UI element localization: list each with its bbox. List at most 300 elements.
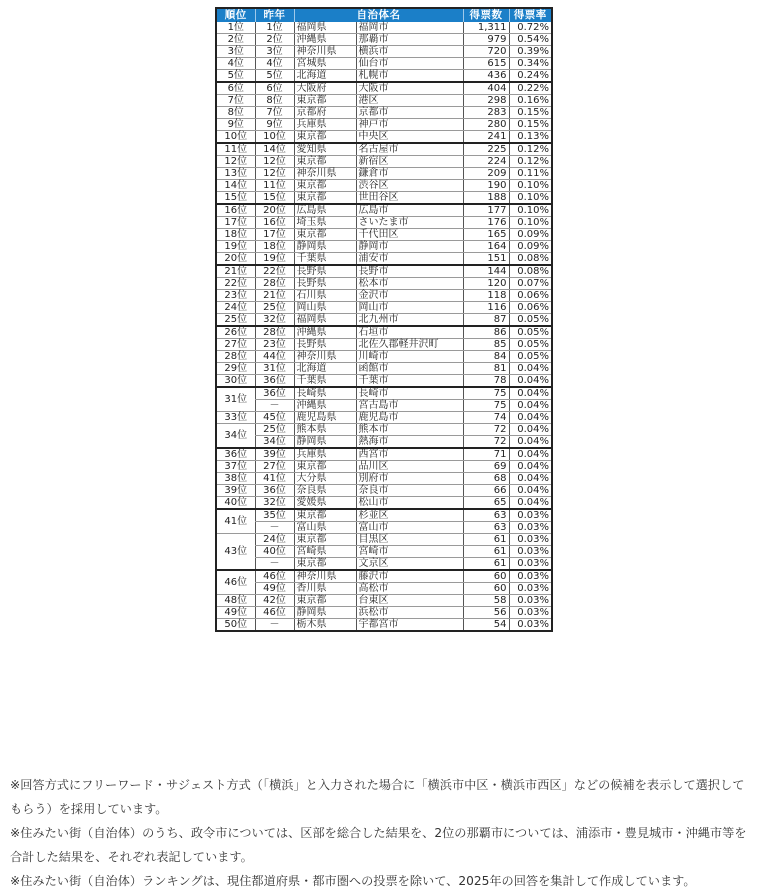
table-row <box>216 119 552 131</box>
city-cell: 神戸市 <box>356 119 463 131</box>
prefecture-cell: 東京都 <box>294 595 356 607</box>
rank-cell: 36位 <box>216 448 255 461</box>
prefecture-cell: 宮城県 <box>294 58 356 70</box>
city-cell: 福岡市 <box>356 22 463 34</box>
table-row <box>216 314 552 327</box>
city-cell: 別府市 <box>356 473 463 485</box>
votes-cell: 118 <box>463 290 509 302</box>
prefecture-cell: 北海道 <box>294 363 356 375</box>
rank-cell: 7位 <box>216 95 255 107</box>
rank-cell: 22位 <box>216 278 255 290</box>
rate-cell: 0.04% <box>509 448 552 461</box>
rank-cell: 19位 <box>216 241 255 253</box>
votes-cell: 151 <box>463 253 509 266</box>
table-row <box>216 583 552 595</box>
city-cell: 文京区 <box>356 558 463 571</box>
prev-year-cell: 4位 <box>255 58 294 70</box>
rank-cell: 21位 <box>216 265 255 278</box>
rate-cell: 0.09% <box>509 241 552 253</box>
table-row <box>216 375 552 388</box>
prefecture-cell: 静岡県 <box>294 241 356 253</box>
prev-year-cell: 10位 <box>255 131 294 144</box>
header-municipality: 自治体名 <box>294 8 463 22</box>
votes-cell: 87 <box>463 314 509 327</box>
rate-cell: 0.11% <box>509 168 552 180</box>
prefecture-cell: 福岡県 <box>294 22 356 34</box>
rank-cell: 46位 <box>216 570 255 595</box>
table-row <box>216 143 552 156</box>
prefecture-cell: 北海道 <box>294 70 356 83</box>
prefecture-cell: 神奈川県 <box>294 168 356 180</box>
table-row <box>216 485 552 497</box>
rank-cell: 18位 <box>216 229 255 241</box>
rate-cell: 0.06% <box>509 302 552 314</box>
votes-cell: 188 <box>463 192 509 205</box>
city-cell: 世田谷区 <box>356 192 463 205</box>
rank-cell: 2位 <box>216 34 255 46</box>
prefecture-cell: 大分県 <box>294 473 356 485</box>
votes-cell: 56 <box>463 607 509 619</box>
prefecture-cell: 富山県 <box>294 522 356 534</box>
prev-year-cell: 44位 <box>255 351 294 363</box>
votes-cell: 61 <box>463 534 509 546</box>
prev-year-cell: 36位 <box>255 485 294 497</box>
city-cell: 鹿児島市 <box>356 412 463 424</box>
rank-cell: 37位 <box>216 461 255 473</box>
table-row <box>216 595 552 607</box>
table-row <box>216 436 552 449</box>
rate-cell: 0.04% <box>509 485 552 497</box>
city-cell: 熱海市 <box>356 436 463 449</box>
prefecture-cell: 神奈川県 <box>294 570 356 583</box>
city-cell: 札幌市 <box>356 70 463 83</box>
table-row <box>216 497 552 510</box>
votes-cell: 116 <box>463 302 509 314</box>
footnotes <box>10 773 755 893</box>
table-row <box>216 448 552 461</box>
prefecture-cell: 熊本県 <box>294 424 356 436</box>
rank-cell: 34位 <box>216 424 255 449</box>
rank-cell: 50位 <box>216 619 255 632</box>
prefecture-cell: 東京都 <box>294 156 356 168</box>
prev-year-cell: 35位 <box>255 509 294 522</box>
rate-cell: 0.05% <box>509 326 552 339</box>
rank-cell: 1位 <box>216 22 255 34</box>
table-row <box>216 82 552 95</box>
prefecture-cell: 千葉県 <box>294 375 356 388</box>
prev-year-cell: 25位 <box>255 302 294 314</box>
table-row <box>216 156 552 168</box>
prefecture-cell: 神奈川県 <box>294 46 356 58</box>
prev-year-cell: 9位 <box>255 119 294 131</box>
prefecture-cell: 鹿児島県 <box>294 412 356 424</box>
prev-year-cell: 46位 <box>255 570 294 583</box>
rate-cell: 0.54% <box>509 34 552 46</box>
votes-cell: 283 <box>463 107 509 119</box>
table-row <box>216 217 552 229</box>
table-row <box>216 22 552 34</box>
prefecture-cell: 静岡県 <box>294 607 356 619</box>
votes-cell: 72 <box>463 424 509 436</box>
city-cell: 新宿区 <box>356 156 463 168</box>
prev-year-cell: － <box>255 400 294 412</box>
prefecture-cell: 長野県 <box>294 278 356 290</box>
prefecture-cell: 神奈川県 <box>294 351 356 363</box>
prev-year-cell: 8位 <box>255 95 294 107</box>
footnote-designated-cities: ※住みたい街（自治体）のうち、政令市については、区部を総合した結果を、2位の那覇市については、浦添市・豊見城市・沖縄市等を合計した結果を、それぞれ表記しています。 <box>10 826 747 864</box>
votes-cell: 74 <box>463 412 509 424</box>
ranking-table <box>215 7 553 632</box>
rate-cell: 0.03% <box>509 570 552 583</box>
votes-cell: 979 <box>463 34 509 46</box>
votes-cell: 298 <box>463 95 509 107</box>
rate-cell: 0.16% <box>509 95 552 107</box>
city-cell: 京都市 <box>356 107 463 119</box>
prev-year-cell: 19位 <box>255 253 294 266</box>
city-cell: 目黒区 <box>356 534 463 546</box>
city-cell: 高松市 <box>356 583 463 595</box>
table-row <box>216 326 552 339</box>
votes-cell: 280 <box>463 119 509 131</box>
prev-year-cell: 17位 <box>255 229 294 241</box>
votes-cell: 615 <box>463 58 509 70</box>
votes-cell: 177 <box>463 204 509 217</box>
rate-cell: 0.72% <box>509 22 552 34</box>
votes-cell: 86 <box>463 326 509 339</box>
rank-cell: 41位 <box>216 509 255 534</box>
prefecture-cell: 東京都 <box>294 95 356 107</box>
prefecture-cell: 兵庫県 <box>294 119 356 131</box>
city-cell: 静岡市 <box>356 241 463 253</box>
prefecture-cell: 宮崎県 <box>294 546 356 558</box>
prev-year-cell: 32位 <box>255 497 294 510</box>
prev-year-cell: 45位 <box>255 412 294 424</box>
table-row <box>216 607 552 619</box>
rank-cell: 4位 <box>216 58 255 70</box>
table-row <box>216 168 552 180</box>
table-row <box>216 229 552 241</box>
votes-cell: 63 <box>463 522 509 534</box>
prev-year-cell: － <box>255 522 294 534</box>
city-cell: 中央区 <box>356 131 463 144</box>
table-row <box>216 534 552 546</box>
city-cell: 西宮市 <box>356 448 463 461</box>
prefecture-cell: 東京都 <box>294 461 356 473</box>
prev-year-cell: 28位 <box>255 278 294 290</box>
rate-cell: 0.12% <box>509 143 552 156</box>
table-row <box>216 265 552 278</box>
prefecture-cell: 千葉県 <box>294 253 356 266</box>
prefecture-cell: 沖縄県 <box>294 34 356 46</box>
table-row <box>216 34 552 46</box>
city-cell: 仙台市 <box>356 58 463 70</box>
city-cell: 北九州市 <box>356 314 463 327</box>
prev-year-cell: － <box>255 558 294 571</box>
table-row <box>216 302 552 314</box>
rank-cell: 28位 <box>216 351 255 363</box>
prefecture-cell: 東京都 <box>294 192 356 205</box>
votes-cell: 404 <box>463 82 509 95</box>
prev-year-cell: 32位 <box>255 314 294 327</box>
rank-cell: 48位 <box>216 595 255 607</box>
prefecture-cell: 静岡県 <box>294 436 356 449</box>
votes-cell: 164 <box>463 241 509 253</box>
rate-cell: 0.12% <box>509 156 552 168</box>
city-cell: 広島市 <box>356 204 463 217</box>
city-cell: 浜松市 <box>356 607 463 619</box>
prefecture-cell: 東京都 <box>294 509 356 522</box>
votes-cell: 66 <box>463 485 509 497</box>
rate-cell: 0.03% <box>509 509 552 522</box>
rank-cell: 3位 <box>216 46 255 58</box>
city-cell: 藤沢市 <box>356 570 463 583</box>
prev-year-cell: 11位 <box>255 180 294 192</box>
rank-cell: 16位 <box>216 204 255 217</box>
rate-cell: 0.05% <box>509 314 552 327</box>
rank-cell: 13位 <box>216 168 255 180</box>
city-cell: 港区 <box>356 95 463 107</box>
prev-year-cell: 15位 <box>255 192 294 205</box>
votes-cell: 209 <box>463 168 509 180</box>
rank-cell: 9位 <box>216 119 255 131</box>
rate-cell: 0.04% <box>509 473 552 485</box>
rate-cell: 0.04% <box>509 375 552 388</box>
table-row <box>216 58 552 70</box>
rate-cell: 0.24% <box>509 70 552 83</box>
table-row <box>216 95 552 107</box>
rank-cell: 23位 <box>216 290 255 302</box>
table-row <box>216 570 552 583</box>
prev-year-cell: 40位 <box>255 546 294 558</box>
table-row <box>216 412 552 424</box>
rank-cell: 5位 <box>216 70 255 83</box>
city-cell: 大阪市 <box>356 82 463 95</box>
rate-cell: 0.15% <box>509 107 552 119</box>
table-row <box>216 509 552 522</box>
prev-year-cell: 1位 <box>255 22 294 34</box>
rank-cell: 31位 <box>216 387 255 412</box>
prefecture-cell: 愛知県 <box>294 143 356 156</box>
prev-year-cell: 12位 <box>255 168 294 180</box>
prev-year-cell: 36位 <box>255 375 294 388</box>
rank-cell: 39位 <box>216 485 255 497</box>
votes-cell: 436 <box>463 70 509 83</box>
city-cell: 宮古島市 <box>356 400 463 412</box>
table-row <box>216 339 552 351</box>
prefecture-cell: 大阪府 <box>294 82 356 95</box>
table-row <box>216 424 552 436</box>
table-row <box>216 131 552 144</box>
city-cell: さいたま市 <box>356 217 463 229</box>
prefecture-cell: 奈良県 <box>294 485 356 497</box>
prefecture-cell: 沖縄県 <box>294 326 356 339</box>
city-cell: 川崎市 <box>356 351 463 363</box>
table-body <box>216 22 552 631</box>
rank-cell: 17位 <box>216 217 255 229</box>
prev-year-cell: 21位 <box>255 290 294 302</box>
rank-cell: 20位 <box>216 253 255 266</box>
table-header-row <box>216 8 552 22</box>
header-rate: 得票率 <box>509 8 552 22</box>
rate-cell: 0.10% <box>509 192 552 205</box>
votes-cell: 144 <box>463 265 509 278</box>
votes-cell: 65 <box>463 497 509 510</box>
rate-cell: 0.10% <box>509 180 552 192</box>
prefecture-cell: 福岡県 <box>294 314 356 327</box>
city-cell: 奈良市 <box>356 485 463 497</box>
city-cell: 松山市 <box>356 497 463 510</box>
rate-cell: 0.09% <box>509 229 552 241</box>
city-cell: 千葉市 <box>356 375 463 388</box>
city-cell: 那覇市 <box>356 34 463 46</box>
city-cell: 長野市 <box>356 265 463 278</box>
prefecture-cell: 兵庫県 <box>294 448 356 461</box>
rank-cell: 43位 <box>216 534 255 571</box>
rank-cell: 24位 <box>216 302 255 314</box>
prev-year-cell: 7位 <box>255 107 294 119</box>
rank-cell: 27位 <box>216 339 255 351</box>
prev-year-cell: 49位 <box>255 583 294 595</box>
prefecture-cell: 東京都 <box>294 229 356 241</box>
votes-cell: 75 <box>463 387 509 400</box>
rank-cell: 6位 <box>216 82 255 95</box>
prev-year-cell: 6位 <box>255 82 294 95</box>
city-cell: 名古屋市 <box>356 143 463 156</box>
prev-year-cell: 34位 <box>255 436 294 449</box>
rank-cell: 25位 <box>216 314 255 327</box>
prefecture-cell: 長野県 <box>294 339 356 351</box>
table-row <box>216 363 552 375</box>
rate-cell: 0.05% <box>509 339 552 351</box>
rate-cell: 0.03% <box>509 546 552 558</box>
votes-cell: 84 <box>463 351 509 363</box>
table-row <box>216 387 552 400</box>
city-cell: 台東区 <box>356 595 463 607</box>
prefecture-cell: 栃木県 <box>294 619 356 632</box>
prefecture-cell: 広島県 <box>294 204 356 217</box>
rate-cell: 0.04% <box>509 412 552 424</box>
prev-year-cell: 20位 <box>255 204 294 217</box>
rank-cell: 40位 <box>216 497 255 510</box>
rate-cell: 0.34% <box>509 58 552 70</box>
rate-cell: 0.04% <box>509 436 552 449</box>
table-row <box>216 546 552 558</box>
votes-cell: 60 <box>463 583 509 595</box>
rate-cell: 0.03% <box>509 558 552 571</box>
prev-year-cell: 39位 <box>255 448 294 461</box>
prefecture-cell: 香川県 <box>294 583 356 595</box>
rate-cell: 0.22% <box>509 82 552 95</box>
rank-cell: 29位 <box>216 363 255 375</box>
rank-cell: 10位 <box>216 131 255 144</box>
prev-year-cell: 28位 <box>255 326 294 339</box>
table-row <box>216 278 552 290</box>
city-cell: 鎌倉市 <box>356 168 463 180</box>
votes-cell: 78 <box>463 375 509 388</box>
city-cell: 渋谷区 <box>356 180 463 192</box>
rate-cell: 0.06% <box>509 290 552 302</box>
votes-cell: 68 <box>463 473 509 485</box>
rate-cell: 0.07% <box>509 278 552 290</box>
votes-cell: 224 <box>463 156 509 168</box>
city-cell: 浦安市 <box>356 253 463 266</box>
table-row <box>216 253 552 266</box>
prefecture-cell: 京都府 <box>294 107 356 119</box>
prefecture-cell: 東京都 <box>294 558 356 571</box>
prev-year-cell: － <box>255 619 294 632</box>
rate-cell: 0.04% <box>509 461 552 473</box>
prev-year-cell: 25位 <box>255 424 294 436</box>
city-cell: 長崎市 <box>356 387 463 400</box>
rate-cell: 0.03% <box>509 607 552 619</box>
prefecture-cell: 東京都 <box>294 534 356 546</box>
votes-cell: 54 <box>463 619 509 632</box>
votes-cell: 120 <box>463 278 509 290</box>
prefecture-cell: 長崎県 <box>294 387 356 400</box>
table-row <box>216 522 552 534</box>
city-cell: 千代田区 <box>356 229 463 241</box>
votes-cell: 190 <box>463 180 509 192</box>
table-row <box>216 107 552 119</box>
prev-year-cell: 23位 <box>255 339 294 351</box>
rank-cell: 30位 <box>216 375 255 388</box>
city-cell: 松本市 <box>356 278 463 290</box>
table-row <box>216 180 552 192</box>
city-cell: 北佐久郡軽井沢町 <box>356 339 463 351</box>
rate-cell: 0.08% <box>509 265 552 278</box>
city-cell: 富山市 <box>356 522 463 534</box>
city-cell: 品川区 <box>356 461 463 473</box>
table-row <box>216 204 552 217</box>
table-row <box>216 558 552 571</box>
rate-cell: 0.03% <box>509 595 552 607</box>
rate-cell: 0.10% <box>509 204 552 217</box>
prev-year-cell: 27位 <box>255 461 294 473</box>
prev-year-cell: 18位 <box>255 241 294 253</box>
footnote-answer-method: ※回答方式にフリーワード・サジェスト方式（「横浜」と入力された場合に「横浜市中区・横浜市西区」などの候補を表示して選択してもらう）を採用しています。 <box>10 778 745 816</box>
city-cell: 岡山市 <box>356 302 463 314</box>
rank-cell: 33位 <box>216 412 255 424</box>
prev-year-cell: 41位 <box>255 473 294 485</box>
rank-cell: 26位 <box>216 326 255 339</box>
rank-cell: 12位 <box>216 156 255 168</box>
table-row <box>216 619 552 632</box>
votes-cell: 60 <box>463 570 509 583</box>
votes-cell: 165 <box>463 229 509 241</box>
city-cell: 石垣市 <box>356 326 463 339</box>
prev-year-cell: 16位 <box>255 217 294 229</box>
prev-year-cell: 22位 <box>255 265 294 278</box>
rate-cell: 0.03% <box>509 619 552 632</box>
prev-year-cell: 31位 <box>255 363 294 375</box>
rate-cell: 0.05% <box>509 351 552 363</box>
header-prev-year: 昨年 <box>255 8 294 22</box>
votes-cell: 71 <box>463 448 509 461</box>
city-cell: 横浜市 <box>356 46 463 58</box>
header-votes: 得票数 <box>463 8 509 22</box>
votes-cell: 720 <box>463 46 509 58</box>
table-row <box>216 461 552 473</box>
rank-cell: 38位 <box>216 473 255 485</box>
table-row <box>216 400 552 412</box>
votes-cell: 1,311 <box>463 22 509 34</box>
prev-year-cell: 3位 <box>255 46 294 58</box>
table-row <box>216 241 552 253</box>
prefecture-cell: 沖縄県 <box>294 400 356 412</box>
table-row <box>216 192 552 205</box>
rate-cell: 0.03% <box>509 522 552 534</box>
rate-cell: 0.03% <box>509 583 552 595</box>
